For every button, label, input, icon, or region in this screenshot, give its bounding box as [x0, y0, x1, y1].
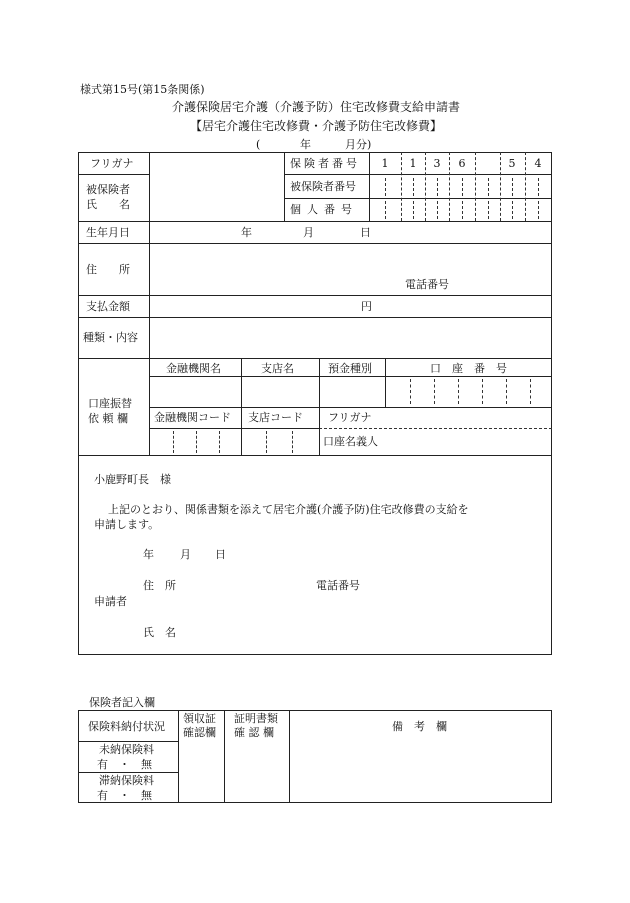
- period-month: 月分): [345, 138, 372, 151]
- phone-label: 電話番号: [405, 278, 449, 291]
- form-subtitle: 【居宅介護住宅改修費・介護予防住宅改修費】: [189, 119, 443, 133]
- insurer-digit: 6: [458, 157, 466, 170]
- insurer-digit: 3: [433, 157, 441, 170]
- declaration-month: 月: [180, 548, 191, 561]
- certificate-label-2: 確 認 欄: [234, 726, 274, 739]
- payment-amount-label: 支払金額: [86, 300, 130, 313]
- applicant-label: 申請者: [94, 595, 127, 608]
- insurer-digit: 1: [409, 157, 417, 170]
- delinquent-premium-value[interactable]: 有 ・ 無: [97, 789, 152, 802]
- bank-furigana-label: フリガナ: [328, 411, 372, 424]
- applicant-phone-label: 電話番号: [316, 579, 360, 592]
- payment-amount-field[interactable]: [150, 296, 551, 316]
- declaration-year: 年: [143, 548, 154, 561]
- addressee: 小鹿野町長 様: [94, 473, 171, 486]
- institution-name-field[interactable]: [150, 377, 240, 406]
- institution-code-field[interactable]: [150, 429, 240, 454]
- deposit-type-label: 預金種別: [328, 362, 372, 375]
- address-field[interactable]: [150, 244, 551, 294]
- branch-code-label: 支店コード: [248, 411, 303, 424]
- birth-date-field[interactable]: [150, 222, 551, 242]
- period-year: 年: [300, 138, 311, 151]
- bank-section-label-2: 依 頼 欄: [88, 412, 128, 425]
- applicant-name-label: 氏 名: [143, 626, 176, 639]
- account-holder-label: 口座名義人: [323, 435, 378, 448]
- insurer-number-label: 保険者番号: [290, 157, 360, 170]
- receipt-label-2: 確認欄: [183, 726, 216, 739]
- certificate-label-1: 証明書類: [234, 712, 278, 725]
- institution-name-label: 金融機関名: [166, 362, 221, 375]
- branch-code-field[interactable]: [242, 429, 318, 454]
- declaration-text-2: 申請します。: [94, 518, 160, 531]
- declaration-day: 日: [215, 548, 226, 561]
- unpaid-premium-label: 未納保険料: [99, 743, 154, 756]
- bank-section-label-1: 口座振替: [88, 397, 132, 410]
- branch-name-field[interactable]: [242, 377, 318, 406]
- yen-unit: 円: [361, 300, 372, 313]
- account-number-field[interactable]: [386, 377, 551, 406]
- remarks-label: 備 考 欄: [392, 720, 447, 733]
- insured-name-label-1: 被保険者: [86, 183, 130, 196]
- insured-number-label: 被保険者番号: [290, 180, 356, 193]
- form-number: 様式第15号(第15条関係): [80, 83, 205, 96]
- period-open: (: [256, 138, 261, 151]
- account-holder-field[interactable]: [392, 429, 551, 454]
- unpaid-premium-value[interactable]: 有 ・ 無: [97, 758, 152, 771]
- payment-status-label: 保険料納付状況: [88, 720, 165, 733]
- insurer-digit: 1: [381, 157, 389, 170]
- insured-name-label-2: 氏 名: [86, 198, 130, 211]
- insured-name-field[interactable]: [150, 175, 283, 220]
- bank-furigana-field[interactable]: [392, 408, 551, 427]
- declaration-text-1: 上記のとおり、関係書類を添えて居宅介護(介護予防)住宅改修費の支給を: [108, 503, 469, 516]
- insurer-digit: 4: [534, 157, 542, 170]
- furigana-field[interactable]: [150, 153, 283, 173]
- certificate-check-field[interactable]: [225, 742, 288, 802]
- insurer-section-heading: 保険者記入欄: [89, 696, 155, 709]
- account-number-label: 口 座 番 号: [430, 362, 507, 375]
- birth-month-unit: 月: [303, 226, 314, 239]
- category-label: 種類・内容: [83, 331, 138, 344]
- address-label: 住 所: [86, 263, 130, 276]
- receipt-label-1: 領収証: [183, 712, 216, 725]
- applicant-address-label: 住 所: [143, 579, 176, 592]
- category-field[interactable]: [150, 318, 551, 357]
- form-title: 介護保険居宅介護（介護予防）住宅改修費支給申請書: [171, 100, 461, 114]
- receipt-check-field[interactable]: [179, 742, 223, 802]
- personal-number-label: 個人番号: [290, 203, 358, 216]
- institution-code-label: 金融機関コード: [154, 411, 231, 424]
- delinquent-premium-label: 滞納保険料: [99, 774, 154, 787]
- birth-year-unit: 年: [241, 226, 252, 239]
- birth-day-unit: 日: [360, 226, 371, 239]
- furigana-label: フリガナ: [90, 157, 134, 170]
- birth-date-label: 生年月日: [86, 226, 130, 239]
- insurer-digit: 5: [508, 157, 516, 170]
- deposit-type-field[interactable]: [320, 377, 384, 406]
- remarks-field[interactable]: [290, 742, 551, 802]
- branch-name-label: 支店名: [261, 362, 294, 375]
